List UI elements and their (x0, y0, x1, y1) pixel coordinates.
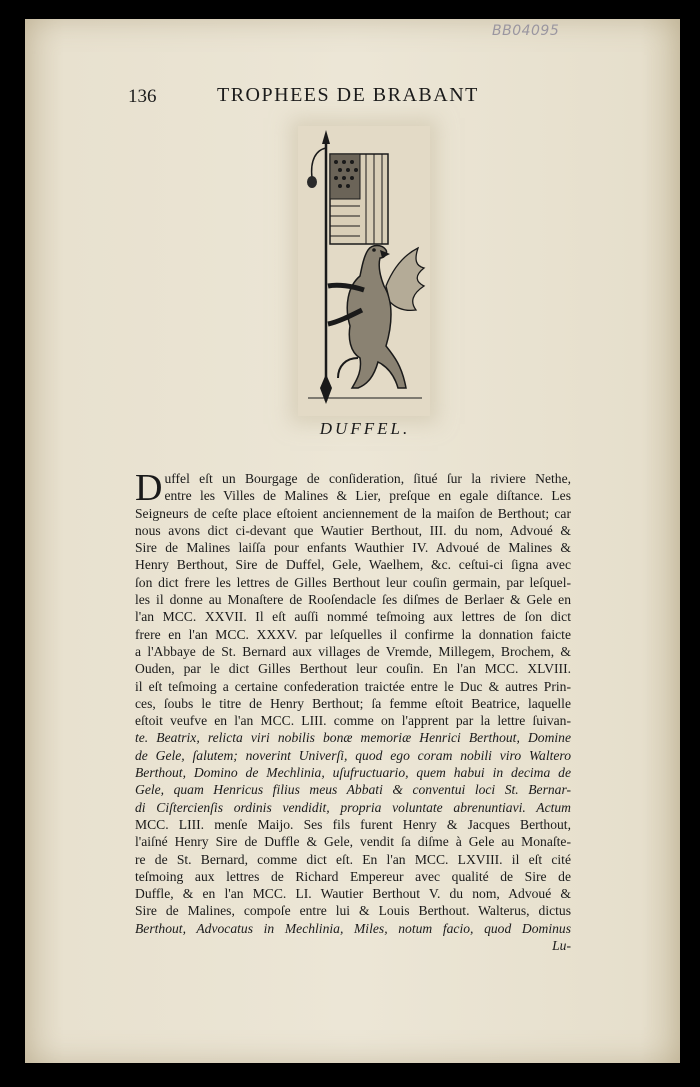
text-line: l'an MCC. XXVII. Il eſt auſſi nommé teſmoing aux lettres de ſon dict (135, 609, 571, 625)
engraving-plate (298, 126, 430, 416)
drop-cap: D (135, 467, 163, 509)
griffin-banner-icon (298, 126, 430, 416)
text-line: il eſt teſmoing a certaine confederation traictée entre le Duc & autres Prin- (135, 678, 571, 694)
text-line: ces, ſoubs le titre de Henry Berthout; ſa femme eſtoit Beatrice, laquelle (135, 695, 571, 711)
text-line: di Ciſtercienſis ordinis vendidit, propria voluntate abrenuntiavi. Actum (135, 799, 571, 815)
text-line: les il donne au Monaſtere de Rooſendacle ſes diſmes de Berlaer & Gele en (135, 592, 571, 608)
catchword: Lu- (552, 938, 571, 954)
body-text (135, 467, 571, 954)
text-line: Gele, quam Henricus filius meus Abbati & conventui loci St. Bernar- (135, 782, 571, 798)
text-line: frere en l'an MCC. XXXV. par leſquelles il confirme la donnation faicte (135, 626, 571, 642)
text-line: Berthout, Advocatus in Mechlinia, Miles, notum facio, quod Dominus (135, 920, 571, 936)
text-line: Sire de Malines, compoſe entre lui & Louis Berthout. Walterus, dictus (135, 903, 571, 919)
text-line: re de St. Bernard, comme dict eſt. En l'an MCC. LXVIII. il eſt cité (135, 851, 571, 867)
illustration-caption: DUFFEL. (319, 419, 411, 438)
running-title: TROPHEES DE BRABANT (217, 84, 479, 106)
text-line: de Gele, ſalutem; noverint Univerſi, quod ego coram nobili viro Waltero (135, 747, 571, 763)
page-number: 136 (128, 86, 157, 107)
text-line: Duffle, & en l'an MCC. LI. Wautier Berthout V. du nom, Advoué & (135, 886, 571, 902)
text-line: te. Beatrix, relicta viri nobilis bonæ memoriæ Henrici Berthout, Domine (135, 730, 571, 746)
text-line: uffel eſt un Bourgage de conſideration, ſitué ſur la riviere Nethe, (164, 471, 571, 486)
text-line: Seigneurs de ceſte place eſtoient anciennement de la maiſon de Berthout; car (135, 505, 571, 521)
text-line: Ouden, par le dict Gilles Berthout leur couſin. En l'an MCC. XLVIII. (135, 661, 571, 677)
text-line: entre les Villes de Malines & Lier, preſque en egale diſtance. Les (164, 488, 571, 504)
text-line: a l'Abbaye de St. Bernard aux villages de Vremde, Millegem, Brochem, & (135, 643, 571, 659)
text-line: Sire de Malines laiſſa pour enfants Wauthier IV. Advoué de Malines & (135, 540, 571, 556)
text-line: nous avons dict ci-devant que Wautier Berthout, III. du nom, Advoué & (135, 522, 571, 538)
text-line: eſtoit veufve en l'an MCC. LIII. comme on l'apprent par la lettre ſuivan- (135, 713, 571, 729)
text-line: l'aiſné Henry Sire de Duffle & Gele, vendit ſa diſme à Gele au Monaſte- (135, 834, 571, 850)
text-line: MCC. LIII. menſe Maijo. Ses fils furent Henry & Jacques Berthout, (135, 816, 571, 832)
text-line: Berthout, Domino de Mechlinia, uſufructuario, quem habui in decima de (135, 765, 571, 781)
text-line: Henry Berthout, Sire de Duffel, Gele, Waelhem, &c. ceſtui-ci ſigna avec (135, 557, 571, 573)
text-line: ſon dict frere les lettres de Gilles Berthout leur couſin germain, par leſquel- (135, 574, 571, 590)
catalog-mark: BB04095 (492, 23, 560, 39)
text-line: teſmoing aux lettres de Richard Empereur avec qualité de Sire de (135, 868, 571, 884)
